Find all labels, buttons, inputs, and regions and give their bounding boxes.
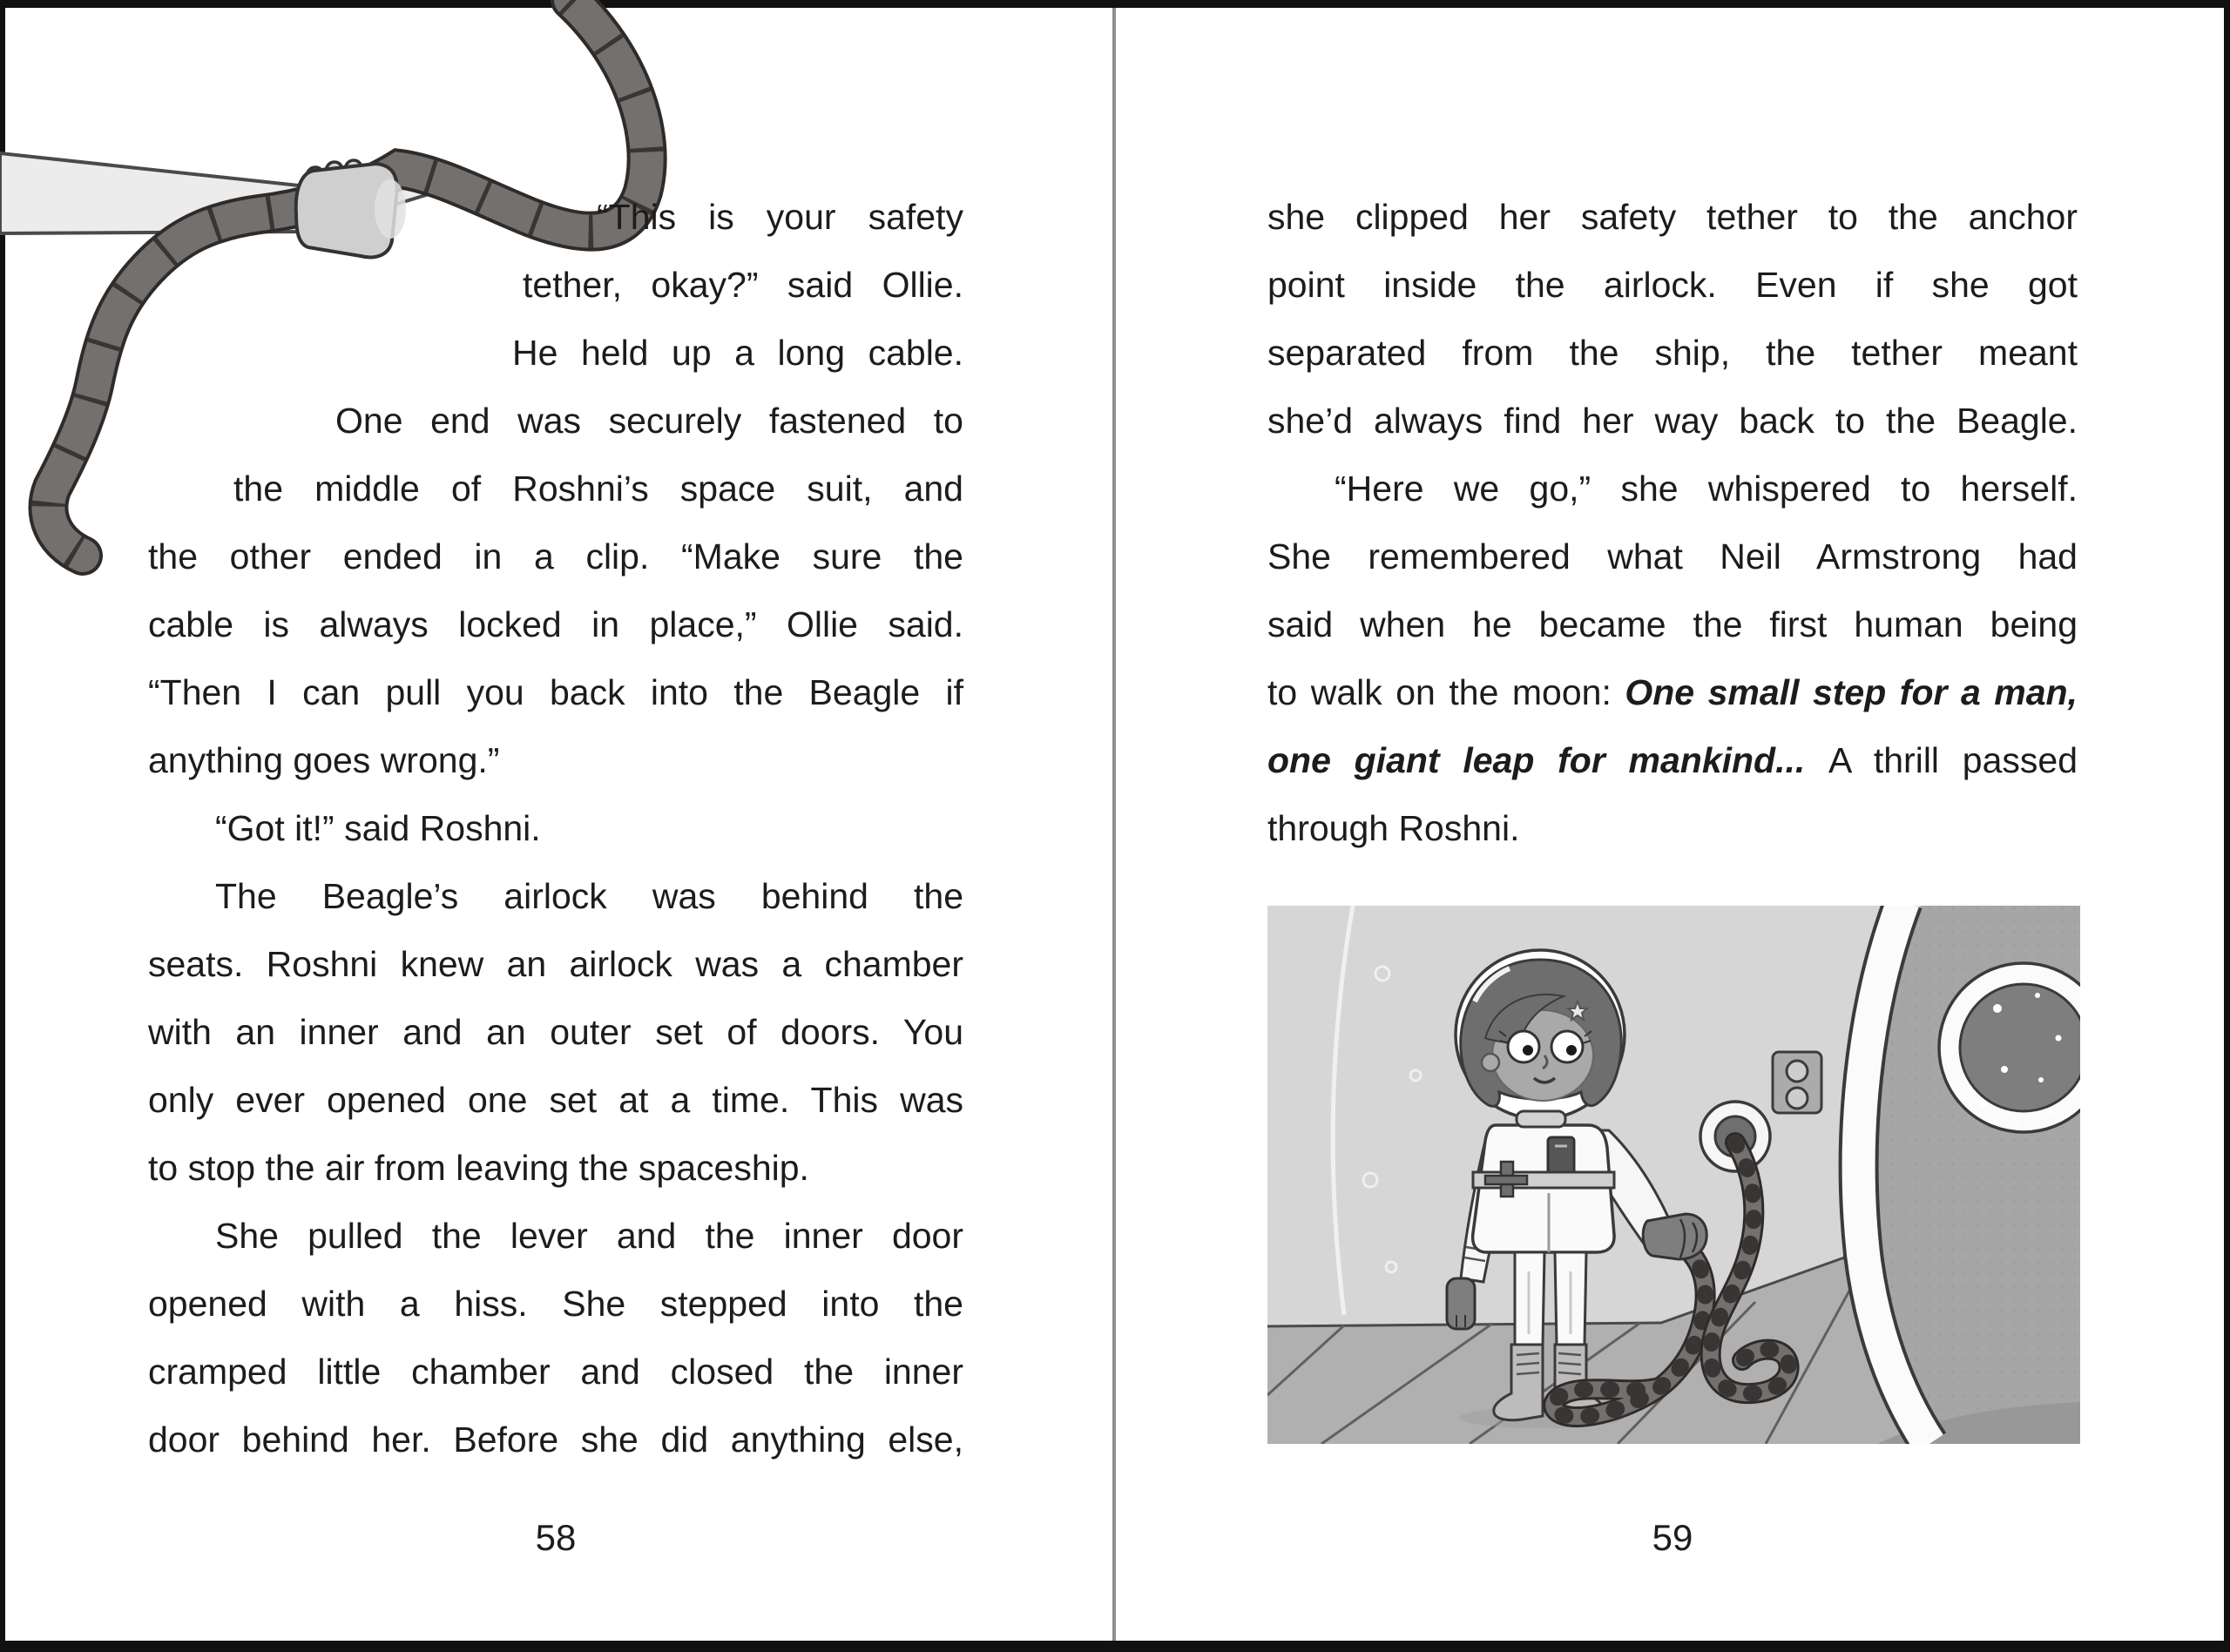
- body-text: point inside the airlock. Even if she got: [1267, 265, 2078, 305]
- text-line: [1267, 794, 2078, 862]
- body-text: A thrill passed: [1828, 740, 2078, 780]
- left-eye: [1508, 1031, 1539, 1062]
- body-text: “Here we go,” she whispered to herself.: [1335, 469, 2078, 509]
- text-line: [148, 1134, 963, 1202]
- text-line: [148, 794, 963, 862]
- body-text: The Beagle’s airlock was behind the: [215, 876, 963, 916]
- body-text: anything goes wrong.”: [148, 740, 500, 780]
- text-line: [1267, 523, 2078, 590]
- body-text: said when he became the first human being: [1267, 604, 2078, 644]
- body-text: “Got it!” said Roshni.: [215, 808, 541, 848]
- body-text: One end was securely fastened to: [335, 401, 963, 441]
- body-text: She pulled the lever and the inner door: [215, 1216, 963, 1256]
- text-line: [148, 1202, 963, 1270]
- body-text: door behind her. Before she did anything else,: [148, 1419, 963, 1460]
- airlock-scene-illustration: [1267, 906, 2080, 1444]
- text-line: [148, 862, 963, 930]
- control-panel: [1773, 1052, 1821, 1113]
- text-line: [148, 523, 963, 590]
- text-line: [1267, 455, 2078, 523]
- text-line: [1267, 251, 2078, 319]
- body-text: the middle of Roshni’s space suit, and: [233, 469, 963, 509]
- text-line: [148, 658, 963, 726]
- italic-quote-text: One small step for a man,: [1625, 672, 2078, 712]
- italic-quote-text: one giant leap for mankind...: [1267, 740, 1829, 780]
- body-text: “Then I can pull you back into the Beagle if: [148, 672, 963, 712]
- body-text: to stop the air from leaving the spaceship.: [148, 1148, 809, 1188]
- body-text: the other ended in a clip. “Make sure the: [148, 536, 963, 577]
- text-line: [148, 319, 963, 387]
- scan-border-right: [2224, 0, 2230, 1652]
- text-line: [148, 1406, 963, 1473]
- body-text: seats. Roshni knew an airlock was a chamber: [148, 944, 963, 984]
- scan-border-bottom: [0, 1641, 2230, 1652]
- page-gutter-divider: [1112, 8, 1116, 1641]
- body-text: cable is always locked in place,” Ollie said.: [148, 604, 963, 644]
- body-text: cramped little chamber and closed the inner: [148, 1352, 963, 1392]
- text-line: [148, 998, 963, 1066]
- text-line: [1267, 183, 2078, 251]
- body-text: through Roshni.: [1267, 808, 1520, 848]
- text-line: [1267, 387, 2078, 455]
- text-line: [148, 930, 963, 998]
- text-line: [148, 1338, 963, 1406]
- right-page-text: [1267, 183, 2078, 862]
- body-text: separated from the ship, the tether meant: [1267, 333, 2078, 373]
- body-text: opened with a hiss. She stepped into the: [148, 1284, 963, 1324]
- text-line: [1267, 726, 2078, 794]
- text-line: [148, 251, 963, 319]
- left-glove: [1447, 1278, 1475, 1329]
- text-line: [148, 1270, 963, 1338]
- body-text: He held up a long cable.: [512, 333, 963, 373]
- left-page-number: 58: [535, 1517, 577, 1558]
- body-text: “This is your safety: [597, 197, 963, 237]
- text-line: [1267, 319, 2078, 387]
- right-page-number: 59: [1652, 1517, 1693, 1558]
- body-text: tether, okay?” said Ollie.: [523, 265, 963, 305]
- right-eye: [1551, 1031, 1583, 1062]
- left-page-text: [148, 183, 963, 1473]
- text-line: [148, 1066, 963, 1134]
- body-text: She remembered what Neil Armstrong had: [1267, 536, 2078, 577]
- body-text: only ever opened one set at a time. This was: [148, 1080, 963, 1120]
- body-text: to walk on the moon:: [1267, 672, 1625, 712]
- body-text: with an inner and an outer set of doors. You: [148, 1012, 963, 1052]
- text-line: [148, 726, 963, 794]
- body-text: she’d always find her way back to the Beagle.: [1267, 401, 2078, 441]
- body-text: she clipped her safety tether to the anchor: [1267, 197, 2078, 237]
- text-line: [148, 590, 963, 658]
- text-line: [1267, 658, 2078, 726]
- text-line: [1267, 590, 2078, 658]
- text-line: [148, 183, 963, 251]
- neck-ring: [1517, 1111, 1565, 1127]
- text-line: [148, 455, 963, 523]
- text-line: [148, 387, 963, 455]
